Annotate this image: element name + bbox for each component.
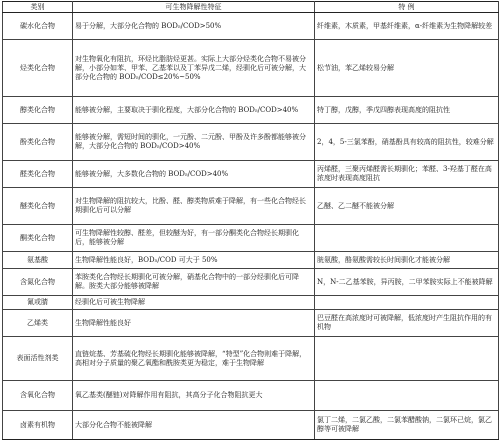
table-row bbox=[3, 97, 499, 124]
feature-cell: 经驯化后可被生物降解 bbox=[73, 296, 315, 310]
category-cell: 含氧化合物 bbox=[3, 381, 73, 411]
category-cell: 醚类化合物 bbox=[3, 188, 73, 225]
example-cell: N，N-二乙基苯胺，异丙胺，二甲苯胺实际上不能被降解 bbox=[315, 269, 499, 296]
category-cell: 碳水化合物 bbox=[3, 13, 73, 40]
table-row bbox=[3, 269, 499, 296]
feature-cell: 能够被分解，需短时间的驯化，一元酚、二元酚、甲酚及许多酚都能够被分解，大部分化合物的 BOD₅/COD>40% bbox=[73, 124, 315, 161]
header-example: 特 例 bbox=[315, 2, 499, 13]
category-cell: 酚类化合物 bbox=[3, 124, 73, 161]
header-category: 类别 bbox=[3, 2, 73, 13]
category-cell: 醛类化合物 bbox=[3, 161, 73, 188]
example-cell bbox=[315, 225, 499, 252]
example-cell: 氯丁二烯，二氯乙酸，二氯苯醋酸钠，二氯环己烷，氯乙醇等可被降解 bbox=[315, 411, 499, 440]
example-cell: 特丁醇，戊醇，季戊四醇表现高度的阻抗性 bbox=[315, 97, 499, 124]
table-row bbox=[3, 124, 499, 161]
feature-cell: 对生物降解的阻抗较大，比酚、醛、醇类物质难于降解，有一些化合物经长期驯化后可以分解 bbox=[73, 188, 315, 225]
header-feature: 可生物降解性特征 bbox=[73, 2, 315, 13]
category-cell: 乙烯类 bbox=[3, 310, 73, 337]
category-cell: 含氮化合物 bbox=[3, 269, 73, 296]
table-row bbox=[3, 188, 499, 225]
example-cell: 丙烯醛，三聚丙烯醛需长期驯化；苯醛、3-羟基丁醛在高浓度时表现高度阻抗 bbox=[315, 161, 499, 188]
example-cell: 胱氨酸，酪氨酸需较长时间驯化才能被分解 bbox=[315, 252, 499, 269]
feature-cell: 直链烷基、芳基硫化物经长期驯化能够被降解，“特型”化合物则难于降解，高相对分子质量的聚乙氧酯和酰胺类更为稳定，难于生物降解 bbox=[73, 337, 315, 381]
feature-cell: 易于分解，大部分化合物的 BOD₅/COD>50% bbox=[73, 13, 315, 40]
table-row bbox=[3, 296, 499, 310]
feature-cell: 可生物降解性较醇、醛差，但较醚为好，有一部分酮类化合物经长期驯化后，能够被分解 bbox=[73, 225, 315, 252]
example-cell: 松节油，苯乙烯较易分解 bbox=[315, 40, 499, 97]
example-cell: 纤维素，木质素，甲基纤维素，α-纤维素为生物降解较差 bbox=[315, 13, 499, 40]
table-row bbox=[3, 381, 499, 411]
table-row bbox=[3, 252, 499, 269]
biodegradability-table bbox=[2, 1, 499, 440]
example-cell bbox=[315, 381, 499, 411]
category-cell: 烃类化合物 bbox=[3, 40, 73, 97]
feature-cell: 能够被分解，大多数化合物的 BOD₅/COD>40% bbox=[73, 161, 315, 188]
example-cell: 巴豆醛在高浓度时可被降解，低浓度时产生阻抗作用的有机物 bbox=[315, 310, 499, 337]
feature-cell: 能够被分解，主要取决于驯化程度，大部分化合物的 BOD₅/COD>40% bbox=[73, 97, 315, 124]
table-row bbox=[3, 225, 499, 252]
feature-cell: 苯胺类化合物经长期驯化可被分解，硝基化合物中的一部分经驯化后可降解。胺类大部分能够被降解 bbox=[73, 269, 315, 296]
category-cell: 醇类化合物 bbox=[3, 97, 73, 124]
feature-cell: 对生物氧化有阻抗，环烃比脂肪烃更甚。实际上大部分烃类化合物不易被分解，小部分如苯、甲苯、乙基苯以及丁苯异戊二烯，经驯化后可被分解，大部分化合物的 BOD₅/COD≤20%~50% bbox=[73, 40, 315, 97]
table-row bbox=[3, 13, 499, 40]
feature-cell: 生物降解性能良好 bbox=[73, 310, 315, 337]
table-row bbox=[3, 40, 499, 97]
table-header-row bbox=[3, 2, 499, 13]
category-cell: 氰或腈 bbox=[3, 296, 73, 310]
example-cell bbox=[315, 296, 499, 310]
category-cell: 氨基酸 bbox=[3, 252, 73, 269]
table-row bbox=[3, 411, 499, 440]
feature-cell: 大部分化合物不能被降解 bbox=[73, 411, 315, 440]
table-row bbox=[3, 310, 499, 337]
category-cell: 酮类化合物 bbox=[3, 225, 73, 252]
table-row bbox=[3, 161, 499, 188]
feature-cell: 氧乙基类(醚链)对降解作用有阻抗，其高分子化合物阻抗更大 bbox=[73, 381, 315, 411]
example-cell: 乙醚、乙二醚不能被分解 bbox=[315, 188, 499, 225]
table-row bbox=[3, 337, 499, 381]
example-cell: 2，4，5-三氯苯酚，硝基酚具有较高的阻抗性，较难分解 bbox=[315, 124, 499, 161]
category-cell: 卤素有机物 bbox=[3, 411, 73, 440]
category-cell: 表面活性剂类 bbox=[3, 337, 73, 381]
feature-cell: 生物降解性能良好，BOD₅/COD 可大于 50% bbox=[73, 252, 315, 269]
example-cell bbox=[315, 337, 499, 381]
